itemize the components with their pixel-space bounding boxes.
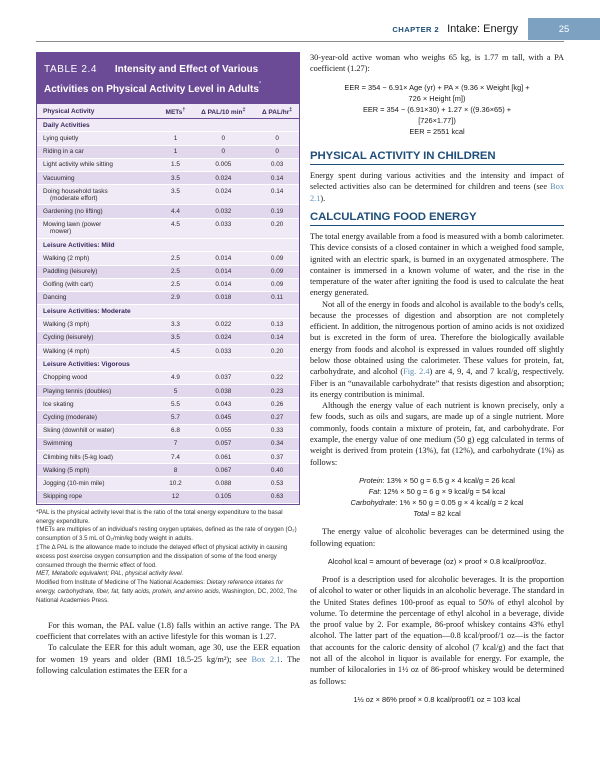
table-title-footnote-marker: * [258,81,262,88]
table-group-label: Leisure Activities: Mild [37,238,299,252]
section-heading-physical-activity-children: PHYSICAL ACTIVITY IN CHILDREN [310,150,564,165]
equation-alcohol-kcal: Alcohol kcal = amount of beverage (oz) × proof × 0.8 kcal/proof/oz. [327,556,547,566]
table-row [37,371,299,384]
paragraph-proof-explained: Proof is a description used for alcoholic beverages. It is the proportion of alcohol to water or other liquids in an alcoholic beverage. The standard in the United States defines 100-proof as equal to 50% of ethyl alcohol by volume. To determine the percentage of ethyl alcohol in a beverage, divide the proof value by 2. For example, 86-proof whiskey contains 43% ethyl alcohol. The latter part of the equation—0.8 kcal/proof/1 oz—is the factor that accounts for the caloric density of alcohol (7 kcal/g) and the fact that not all of the alcohol in liquor is available for energy. For example, the number of kilocalories in 1½ oz of 86-proof whiskey would be determined as follows: [310,574,564,686]
cell-mets: 3.5 [158,331,192,344]
cell-activity: Chopping wood [37,371,158,384]
cell-pal-hr: 0.14 [253,331,299,344]
table-row [37,398,299,411]
table-group-label: Leisure Activities: Moderate [37,305,299,319]
cell-mets: 5.7 [158,411,192,424]
table-group-row [37,358,299,372]
cell-activity: Paddling (leisurely) [37,265,158,278]
footnote-pal: *PAL is the physical activity level that is the ratio of the total energy expenditure to the basal energy expenditure. [36,508,283,525]
cell-pal-hr: 0.19 [253,205,299,218]
cell-pal-hr: 0.26 [253,398,299,411]
table-row [37,252,299,265]
table-title-bar [37,53,299,104]
running-head-text [392,23,528,35]
cell-activity: Vacuuming [37,171,158,184]
table-row [37,185,299,205]
cell-pal-hr: 0 [253,132,299,145]
cell-pal-10min: 0.061 [191,450,253,463]
cell-pal-hr: 0.22 [253,371,299,384]
cell-activity: Lying quietly [37,132,158,145]
table-number: TABLE 2.4 [44,64,98,75]
cell-pal-10min: 0.014 [191,252,253,265]
section-heading-calculating-food-energy: CALCULATING FOOD ENERGY [310,211,564,226]
cell-activity: Walking (2 mph) [37,252,158,265]
cell-mets: 3.5 [158,185,192,205]
cell-activity: Golfing (with cart) [37,278,158,291]
eer-equation-general: EER = 354 − 6.91× Age (yr) + PA × (9.36 × Weight [kg] + 726 × Height [m]) [344,82,530,103]
cell-pal-hr: 0.37 [253,450,299,463]
table-row [37,424,299,437]
table-row [37,385,299,398]
table-row [37,205,299,218]
cell-activity: Climbing hills (5-kg load) [37,450,158,463]
table-footnotes [36,509,300,606]
table-row [37,464,299,477]
table-group-row [37,118,299,132]
alcohol-intro [310,526,564,549]
cell-activity: Doing household tasks (moderate effort) [37,185,158,205]
table-row [37,278,299,291]
cell-pal-10min: 0.033 [191,218,253,238]
eer-equation-group [310,82,564,138]
equation-egg-carbohydrate: Carbohydrate: 1% × 50 g = 0.05 g × 4 kcal/g = 2 kcal [350,498,524,508]
cell-pal-hr: 0.20 [253,345,299,358]
cell-mets: 2.5 [158,252,192,265]
table-2-4 [36,52,300,505]
cell-activity-continuation: (moderate effort) [50,194,98,202]
cell-pal-hr: 0.34 [253,437,299,450]
cell-activity: Walking (4 mph) [37,345,158,358]
cell-activity: Skiing (downhill or water) [37,424,158,437]
table-header-row [37,104,299,119]
running-head [0,18,600,42]
cell-activity: Gardening (no lifting) [37,205,158,218]
cell-mets: 7.4 [158,450,192,463]
cell-pal-10min: 0.057 [191,437,253,450]
cell-pal-hr: 0.20 [253,218,299,238]
cell-pal-hr: 0.09 [253,278,299,291]
cell-mets: 3.3 [158,318,192,331]
cell-activity-continuation: mower) [50,228,72,236]
chapter-title: Intake: Energy [447,23,518,35]
cell-mets: 1 [158,132,192,145]
cell-activity: Riding in a car [37,145,158,158]
cell-activity: Mowing lawn (power mower) [37,218,158,238]
spacer-before-food-energy-head [310,204,564,211]
paragraph-children: Energy spent during various activities and the intensity and impact of selected activities also can be determined for children and teens (see Box 2.1). [310,171,564,203]
cell-mets: 5.5 [158,398,192,411]
header-divider [36,41,564,42]
cell-pal-hr: 0.33 [253,424,299,437]
paragraph-available-energy: Not all of the energy in foods and alcohol is available to the body's cells, because the processes of digestion and absorption are not completely efficient. In addition, the nitrogenous portion of amino acids is not oxidized but is excreted in the form of urea. Therefore the biologically available energy from foods and alcohol is expressed in values rounded off slightly below those obtained using the calorimeter. These values for protein, fat, carbohydrate, and alcohol (Fig. 2.4) are 4, 9, 4, and 7 kcal/g, respectively. Fiber is an “unavailable carbohydrate” that resists digestion and absorption; its energy contribution is minimal. [310,299,565,399]
cell-pal-10min: 0.005 [191,158,253,171]
cell-mets: 1 [158,145,192,158]
eer-equation-substituted: EER = 354 − (6.91×30) + 1.27 × ((9.36×65) + [726×1.77]) [362,104,512,125]
cell-pal-hr: 0.40 [253,464,299,477]
table-row [37,437,299,450]
cell-mets: 5 [158,385,192,398]
food-energy-body [310,231,564,468]
table-row [37,411,299,424]
cell-pal-10min: 0.022 [191,318,253,331]
cell-mets: 4.5 [158,218,192,238]
table-row [37,158,299,171]
table-row [37,450,299,463]
cell-mets: 2.5 [158,278,192,291]
cell-pal-hr: 0.23 [253,385,299,398]
cell-pal-10min: 0.014 [191,265,253,278]
table-group-label: Daily Activities [37,118,299,132]
cell-pal-hr: 0.11 [253,291,299,304]
cell-pal-10min: 0 [191,145,253,158]
cell-mets: 12 [158,490,192,503]
paragraph-egg-example: Although the energy value of each nutrient is known precisely, only a few foods, such as oils and sugars, are made up of a single nutrient. More commonly, foods contain a mixture of protein, fat, and carbohydrate. For example, the energy value of one medium (50 g) egg calculated in terms of weight is derived from protein (13%), fat (12%), and carbohydrate (1%) as follows: [310,401,564,467]
cell-activity: Walking (5 mph) [37,464,158,477]
whiskey-equation-block [310,694,564,705]
table-group-label: Leisure Activities: Vigorous [37,358,299,372]
activity-table [37,104,299,504]
cell-pal-10min: 0.055 [191,424,253,437]
cell-pal-10min: 0.024 [191,185,253,205]
cell-pal-10min: 0.018 [191,291,253,304]
col-header-palhr: Δ PAL/hr‡ [253,104,299,119]
cell-pal-10min: 0.014 [191,278,253,291]
footnote-delta-pal: ‡The Δ PAL is the allowance made to include the delayed effect of physical activity in causing excess post exercise oxygen consumption and the dissipation of some of the food energy consumed through the thermic effect of food. [36,544,288,569]
equation-whiskey-kcal: 1½ oz × 86% proof × 0.8 kcal/proof/1 oz = 103 kcal [353,694,521,704]
right-column [310,52,564,712]
cell-pal-10min: 0.038 [191,385,253,398]
cell-activity: Cycling (moderate) [37,411,158,424]
footnote-source: Modified from Institute of Medicine of The National Academies: Dietary reference intakes for energy, carbohydrate, fiber, fat, fatty acids, protein, and amino acids, Washington, DC, 2002, The National Academies Press. [36,579,298,604]
cell-mets: 4.5 [158,345,192,358]
cell-mets: 8 [158,464,192,477]
equation-egg-protein: Protein: 13% × 50 g = 6.5 g × 4 kcal/g = 26 kcal [359,475,515,485]
cell-activity: Ice skating [37,398,158,411]
cell-mets: 4.9 [158,371,192,384]
cell-mets: 7 [158,437,192,450]
cell-pal-hr: 0.27 [253,411,299,424]
table-row [37,291,299,304]
cell-pal-hr: 0.09 [253,252,299,265]
col-header-mets: METs† [158,104,192,119]
table-row [37,171,299,184]
cell-activity: Cycling (leisurely) [37,331,158,344]
egg-energy-equations [310,475,564,519]
intro-paragraph-wrap [310,52,564,75]
cell-pal-10min: 0.067 [191,464,253,477]
col-header-activity: Physical Activity [37,104,158,119]
cell-mets: 2.5 [158,265,192,278]
xref-box-2-1-children[interactable]: Box 2.1 [310,182,564,203]
cell-pal-hr: 0.14 [253,185,299,205]
cell-pal-hr: 0.63 [253,490,299,503]
children-section-body [310,170,564,204]
equation-egg-fat: Fat: 12% × 50 g = 6 g × 9 kcal/g = 54 kcal [368,486,506,496]
col-header-pal10: Δ PAL/10 min‡ [191,104,253,119]
cell-activity: Jogging (10-min mile) [37,477,158,490]
cell-pal-hr: 0 [253,145,299,158]
cell-pal-hr: 0.14 [253,171,299,184]
xref-fig-2-4[interactable]: Fig. 2.4 [403,367,430,377]
table-row [37,477,299,490]
cell-activity: Skipping rope [37,490,158,503]
equation-egg-total: Total = 82 kcal [413,509,461,519]
table-group-row [37,238,299,252]
cell-pal-10min: 0.024 [191,331,253,344]
paragraph-woman-profile: 30-year-old active woman who weighs 65 kg, is 1.77 m tall, with a PA coefficient (1.27): [310,53,564,74]
footnote-mets: †METs are multiples of an individual's resting oxygen uptakes, defined as the rate of oxygen (O₂) consumption of 3.5 mL of O₂/min/kg body weight in adults. [36,526,297,543]
paragraph-pal-value: For this woman, the PAL value (1.8) falls within an active range. The PA coefficient that correlates with an active lifestyle for this woman is 1.27. [36,620,300,642]
paragraph-eer-calc: To calculate the EER for this adult woman, age 30, use the EER equation for women 19 years and older (BMI 18.5-25 kg/m²); see Box 2.1. The following calculation estimates the EER for a [36,643,300,675]
cell-pal-hr: 0.13 [253,318,299,331]
cell-mets: 2.9 [158,291,192,304]
table-row [37,218,299,238]
table-group-row [37,305,299,319]
table-row [37,318,299,331]
paragraph-alcohol-intro: The energy value of alcoholic beverages can be determined using the following equation: [310,527,564,548]
footnote-abbreviations: MET, Metabolic equivalent; PAL, physical activity level. [36,570,184,578]
eer-equation-result: EER = 2551 kcal [409,127,465,136]
cell-mets: 4.4 [158,205,192,218]
cell-mets: 1.5 [158,158,192,171]
cell-activity: Swimming [37,437,158,450]
cell-pal-10min: 0.105 [191,490,253,503]
table-row [37,490,299,503]
left-body-text [36,620,300,676]
chapter-label: CHAPTER 2 [392,25,440,34]
cell-pal-hr: 0.03 [253,158,299,171]
cell-mets: 3.5 [158,171,192,184]
table-row [37,331,299,344]
cell-activity: Dancing [37,291,158,304]
page-number-badge: 25 [528,18,600,40]
cell-mets: 6.8 [158,424,192,437]
cell-pal-10min: 0.045 [191,411,253,424]
cell-activity: Playing tennis (doubles) [37,385,158,398]
table-row [37,132,299,145]
table-row [37,265,299,278]
table-caption: Intensity and Effect of Various Activities on Physical Activity Level in Adults [44,64,259,95]
paragraph-bomb-calorimeter: The total energy available from a food is measured with a bomb calorimeter. This device consists of a closed container in which a weighed food sample, ignited with an electric spark, is burned in an oxygenated atmosphere. The container is immersed in a known volume of water, and the rise in the temperature of the water after igniting the food is used to calculate the heat energy generated. [310,231,564,298]
cell-pal-10min: 0 [191,132,253,145]
table-row [37,345,299,358]
cell-activity: Light activity while sitting [37,158,158,171]
cell-pal-10min: 0.037 [191,371,253,384]
cell-pal-hr: 0.53 [253,477,299,490]
cell-pal-10min: 0.088 [191,477,253,490]
cell-pal-10min: 0.033 [191,345,253,358]
cell-activity: Walking (3 mph) [37,318,158,331]
alcohol-proof-body [310,574,564,687]
cell-pal-10min: 0.024 [191,171,253,184]
alcohol-equation-block [310,556,564,567]
cell-pal-hr: 0.09 [253,265,299,278]
left-column-spacer [36,606,300,613]
cell-pal-10min: 0.032 [191,205,253,218]
left-column-spacer-2 [36,613,300,620]
cell-pal-10min: 0.043 [191,398,253,411]
table-row [37,145,299,158]
left-column [36,52,300,676]
activity-table-body [37,118,299,503]
cell-mets: 10.2 [158,477,192,490]
xref-box-2-1-left[interactable]: Box 2.1 [251,654,281,664]
